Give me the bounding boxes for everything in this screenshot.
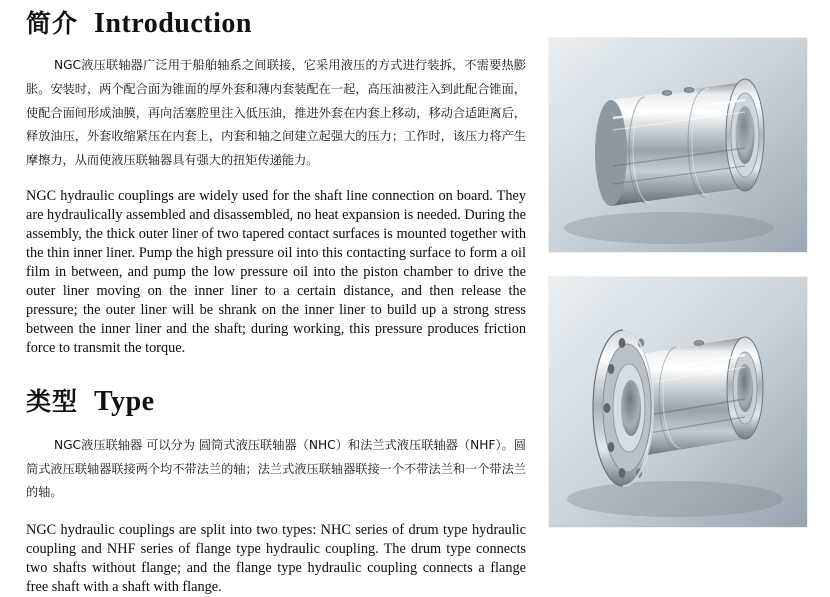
introduction-paragraph-cn: NGC液压联轴器广泛用于船舶轴系之间联接，它采用液压的方式进行装拆，不需要热膨胀。安装时，两个配合面为锥面的厚外套和薄内套装配在一起，高压油被注入到此配合锥面，使配合面间形成油膜，再向活塞腔里注入低压油，推进外套在内套上移动，移动合适距离后，释放油压，外套收缩紧压在内套上，内套和轴之间建立起强大的压力；工作时，该压力将产生摩擦力，从而使液压联轴器具有强大的扭矩传递能力。 — [26, 58, 526, 168]
drum-type-hydraulic-coupling-photo — [549, 38, 807, 252]
section-heading-cn: 类型 — [26, 386, 79, 416]
section-heading-type — [26, 382, 526, 418]
type-paragraph-cn: NGC液压联轴器 可以分为 圆筒式液压联轴器（NHC）和法兰式液压联轴器（NHF）。圆筒式液压联轴器联接两个均不带法兰的轴；法兰式液压联轴器联接一个不带法兰和一个带法兰的轴。 — [26, 437, 526, 500]
type-paragraph-en: NGC hydraulic couplings are split into two types: NHC series of drum type hydraulic coupling and NHF series of flange type hydraulic coupling. The drum type connects two shafts without flange; and the flange type hydraulic coupling connects a flange free shaft with a shaft with flange. — [26, 522, 526, 596]
drum-coupling-illustration — [549, 38, 807, 252]
section-heading-cn: 简介 — [26, 9, 79, 38]
section-heading-introduction — [26, 4, 526, 40]
introduction-paragraph-en: NGC hydraulic couplings are widely used for the shaft line connection on board. They are hydraulically assembled and disassembled, no heat expansion is needed. During the assembly, the thick outer liner of two tapered contact surfaces is mounted together with the thin inner liner. Pump the high pressure oil into this contacting surface to form a oil film in between, and pump the low pressure oil into the piston chamber to drive the outer liner moving on the inner liner to a certain distance, and then release the pressure; the outer liner will be shrank on the inner liner to build up a strong stress between the inner liner and the shaft; during working, this pressure produces friction force to transmit the torque. — [26, 187, 526, 356]
flange-type-hydraulic-coupling-photo — [549, 277, 807, 527]
section-heading-en: Type — [94, 385, 155, 417]
flange-coupling-illustration — [549, 277, 807, 527]
text-column — [26, 0, 526, 597]
section-heading-en: Introduction — [94, 8, 252, 39]
